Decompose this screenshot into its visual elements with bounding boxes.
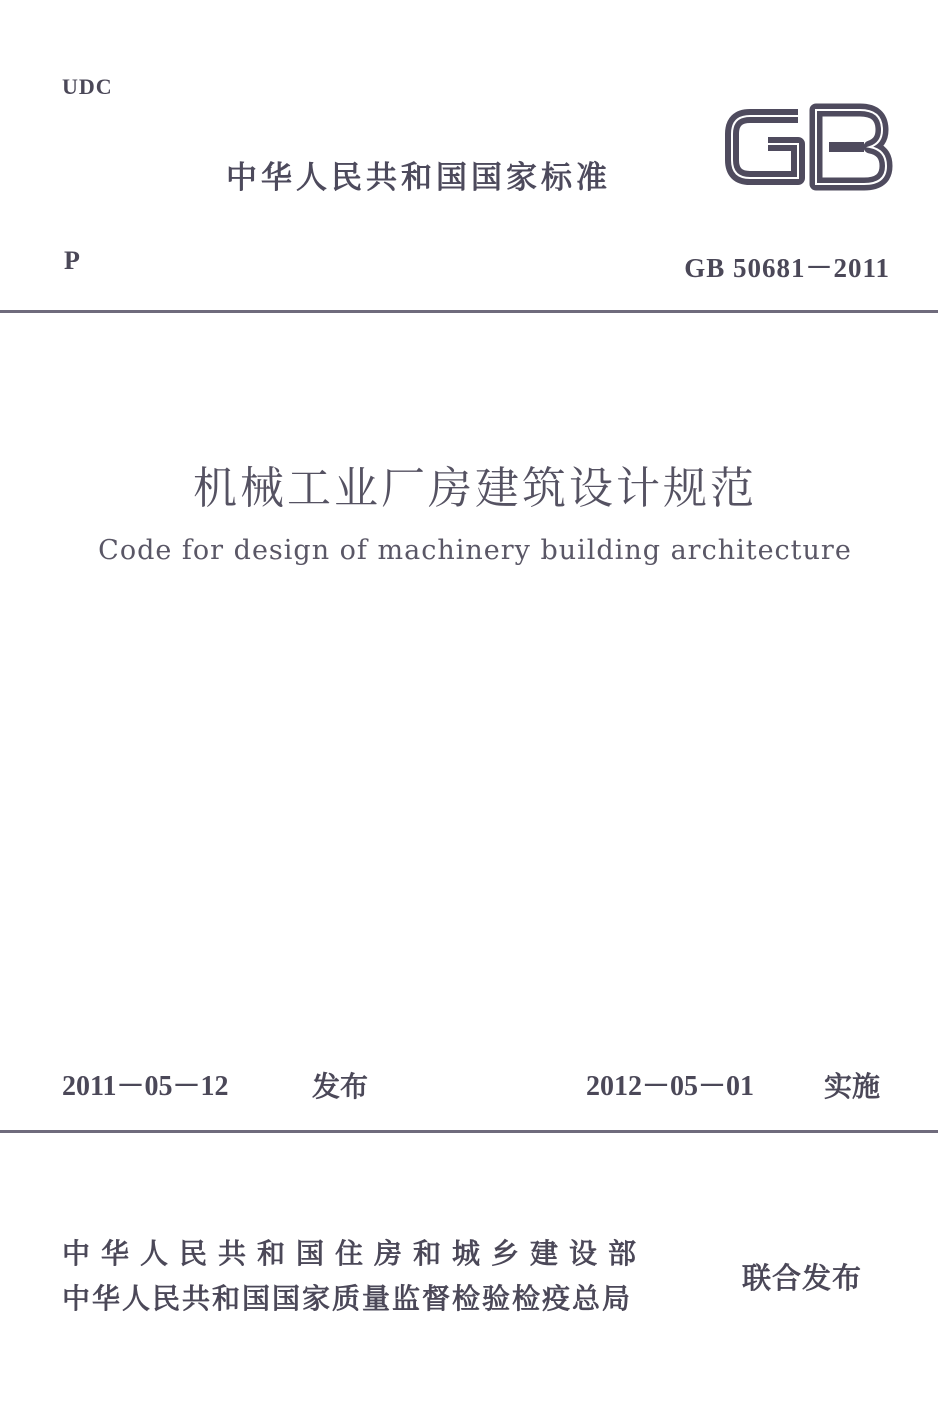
national-standard-heading: 中华人民共和国国家标准 [226, 160, 611, 196]
issue-date: 2011－05－12 [62, 1071, 229, 1102]
issue-label: 发布 [312, 1070, 369, 1103]
implementation-date: 2012－05－01 [586, 1071, 755, 1102]
publisher-ministry-housing: 中华人民共和国住房和城乡建设部 [62, 1237, 648, 1270]
bottom-divider [0, 1130, 938, 1133]
top-divider [0, 310, 938, 313]
joint-issue-label: 联合发布 [742, 1261, 863, 1295]
standard-number: GB 50681－2011 [684, 253, 890, 283]
category-code: P [64, 246, 80, 275]
gb-logo [724, 100, 894, 192]
title-chinese: 机械工业厂房建筑设计规范 [193, 463, 757, 514]
implementation-label: 实施 [824, 1070, 881, 1103]
title-english: Code for design of machinery building architecture [98, 535, 852, 566]
udc-label: UDC [62, 74, 113, 99]
publisher-quality-supervision: 中华人民共和国国家质量监督检验检疫总局 [62, 1282, 633, 1315]
